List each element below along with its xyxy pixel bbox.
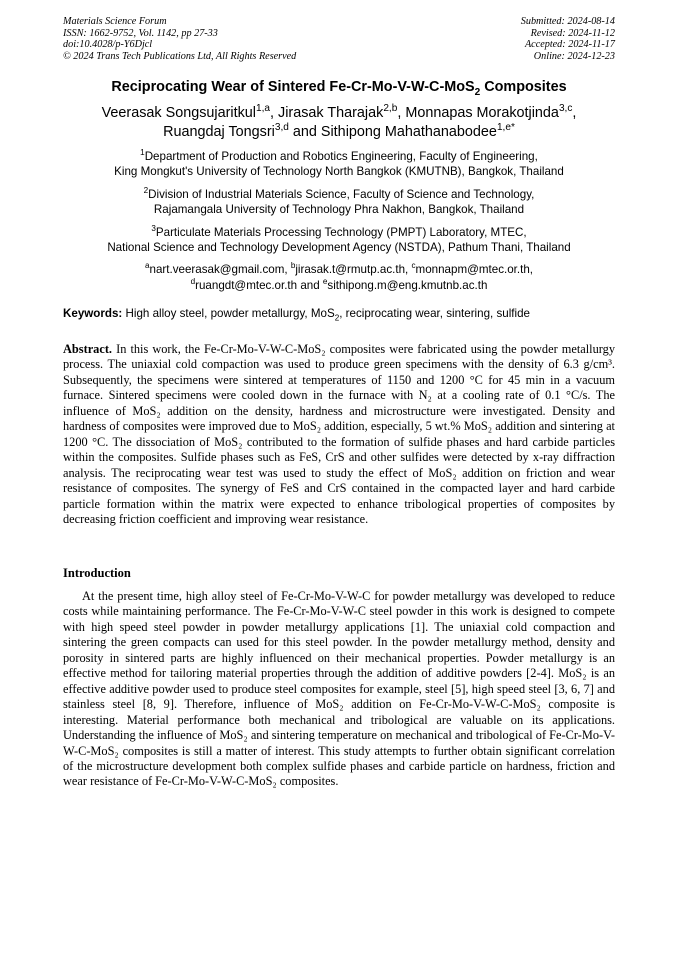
email-mark: a [145,261,150,271]
date-accepted: Accepted: 2024-11-17 [524,39,615,51]
affiliations [30,149,648,300]
title-tail: Composites [480,79,567,95]
author-name: Monnapas Morakotjinda [405,105,559,121]
affiliation-line: Particulate Materials Processing Technology (PMPT) Laboratory, MTEC, [155,225,527,239]
author-affiliation-mark: 1,a [256,103,271,115]
author-name: Ruangdaj Tongsri [163,124,275,140]
email-link[interactable]: jirasak.t@rmutp.ac.th, [295,263,412,277]
keywords-text: High alloy steel, powder metallurgy, MoS [122,307,335,320]
author-affiliation-mark: 2,b [383,103,398,115]
abstract-text: In this work, the Fe-Cr-Mo-V-W-C-MoS₂ composites were fabricated using the powder metallurgy process. The uniaxial cold compaction was used to produce green specimens with the density of 6.3 g/cm³. Subsequently, the specimens were sintered at temperatures of 1150 and 1200 °C for 45 min in a vacuum furnace. Sintered specimens were cooled down in the furnace with N₂ at a cooling rate of 0.1 °C/s. The influence of MoS₂ addition on the density, hardness and microstructure were investigated. Density and hardness of composites were improved due to MoS₂ addition, especially, 5 wt.% MoS₂ addition and sintering at 1200 °C. The dissociation of MoS₂ contributed to the formation of sulfide phases and hard carbide particles within the composites. Sulfide phases such as FeS, CrS and other sulfides were detected by x-ray diffraction analysis. The reciprocating wear test was used to study the effect of MoS₂ addition on friction and wear resistance of composites. The synergy of FeS and CrS contained in the compacted layer and hard carbide particle formation within the matrix were expected to enhance tribological properties of composites by decreasing friction coefficient and improving wear resistance. [63,342,615,526]
keywords-subscript: 2 [334,313,340,323]
affiliation-1 [30,149,648,180]
title-main: Reciprocating Wear of Sintered Fe-Cr-Mo-V-W-C-MoS [111,79,475,95]
author-affiliation-mark: 1,e* [496,122,515,134]
affiliation-3 [30,225,648,256]
email-mark: e [322,276,328,286]
email-mark: c [411,261,416,271]
affiliation-line: Department of Production and Robotics Engineering, Faculty of Engineering, [144,150,538,163]
author-line-2 [30,123,648,142]
email-link[interactable]: ruangdt@mtec.or.th and [195,278,323,292]
journal-info [63,16,296,62]
abstract [63,342,615,527]
author-emails [30,262,648,293]
paper-title [0,79,678,98]
author-separator: , [572,105,577,121]
author-name: Sithipong Mahathanabodee [320,124,497,140]
affiliation-number: 2 [143,185,149,195]
journal-issn: ISSN: 1662-9752, Vol. 1142, pp 27-33 [63,27,218,39]
email-mark: d [190,276,196,286]
affiliation-number: 3 [151,223,156,233]
abstract-label: Abstract. [63,342,113,356]
author-name: Jirasak Tharajak [278,105,384,121]
affiliation-line: National Science and Technology Development Agency (NSTDA), Pathum Thani, Thailand [107,241,571,255]
email-link[interactable]: nart.veerasak@gmail.com, [149,263,291,277]
title-subscript: 2 [474,86,481,98]
keywords-text-tail: , reciprocating wear, sintering, sulfide [339,307,530,320]
publication-dates [521,16,615,62]
journal-name: Materials Science Forum [63,16,167,27]
email-link[interactable]: monnapm@mtec.or.th, [415,263,533,277]
author-separator: and [288,124,321,140]
journal-copyright: © 2024 Trans Tech Publications Ltd, All Rights Reserved [63,50,297,62]
email-link[interactable]: sithipong.m@eng.kmutnb.ac.th [327,278,488,292]
keywords [63,307,623,323]
date-revised: Revised: 2024-11-12 [530,27,615,39]
introduction-heading: Introduction [63,566,131,580]
affiliation-line: Rajamangala University of Technology Phra Nakhon, Bangkok, Thailand [153,203,525,217]
affiliation-2 [30,187,648,218]
keywords-label: Keywords: [63,307,123,320]
author-separator: , [270,105,279,121]
author-affiliation-mark: 3,c [558,103,573,115]
affiliation-line: Division of Industrial Materials Science, Faculty of Science and Technology, [148,187,535,201]
affiliation-line: King Mongkut's University of Technology North Bangkok (KMUTNB), Bangkok, Thailand [114,165,564,179]
journal-doi[interactable]: doi:10.4028/p-Y6Djcl [63,39,153,51]
author-line-1 [30,104,648,123]
introduction-text: At the present time, high alloy steel of Fe-Cr-Mo-V-W-C for powder metallurgy was developed to reduce costs while maintaining performance. The Fe-Cr-Mo-V-W-C steel powder in this work is designed to compete with high speed steel powder in powder metallurgy applications [1]. The uniaxial cold compaction and sintering the green compacts can used for this steel powder. In the powder metallurgy method, density and porosity in sintered parts are highly influenced on their mechanical properties. Powder metallurgy is an effective method for tailoring material properties through the addition of additive powders [2-4]. MoS₂ is an effective additive powder used to produce steel composites for example, steel [5], high speed steel [3, 6, 7] and stainless steel [8, 9]. Therefore, influence of MoS₂ addition on Fe-Cr-Mo-V-W-C-MoS₂ composite is interesting. Material performance both mechanical and tribological are valuable on its applications. Understanding the influence of MoS₂ and sintering temperature on mechanical and tribological of Fe-Cr-Mo-V-W-C-MoS₂ composites is still a matter of interest. This study attempts to further obtain significant correlation of the microstructure development both complex sulfide phases and carbide particle on hardness, friction and wear resistance of Fe-Cr-Mo-V-W-C-MoS₂ composites. [63,589,615,789]
date-submitted: Submitted: 2024-08-14 [520,16,615,27]
email-mark: b [290,261,296,271]
author-name: Veerasak Songsujaritkul [101,105,256,121]
author-affiliation-mark: 3,d [274,122,289,134]
affiliation-number: 1 [140,148,145,158]
author-list [30,104,648,142]
date-online: Online: 2024-12-23 [533,50,615,62]
author-separator: , [397,105,406,121]
